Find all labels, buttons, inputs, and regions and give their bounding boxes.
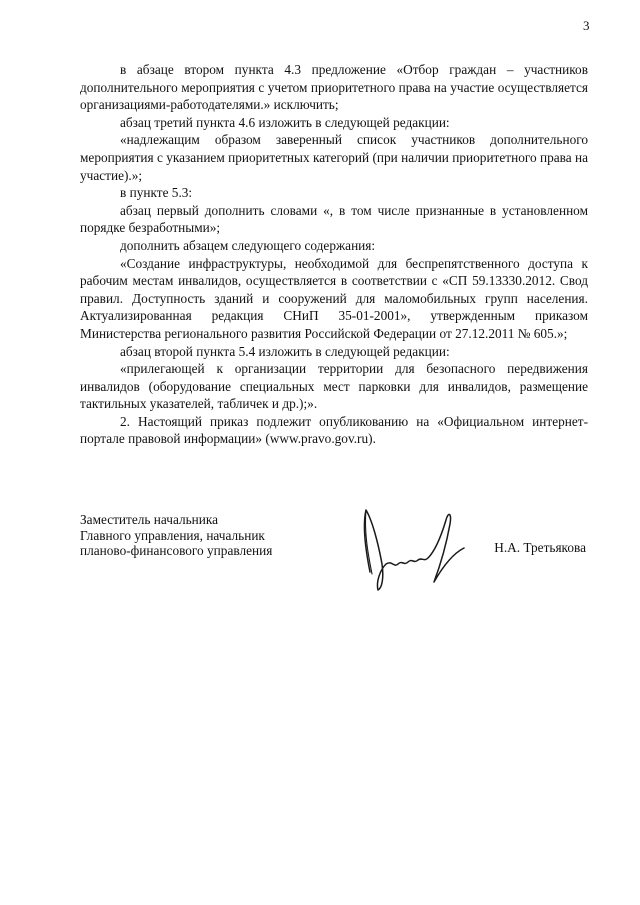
- paragraph: «Создание инфраструктуры, необходимой для беспрепятственного доступа к рабочим местам инвалидов, осуществляется в соответствии с «СП 59.13330.2012. Свод правил. Доступность зданий и сооружений для маломобильных групп населения. Актуализированная редакция СНиП 35-01-2001», утвержденным приказом Министерства регионального развития Российской Федерации от 27.12.2011 № 605.»;: [80, 255, 588, 341]
- paragraph: абзац первый дополнить словами «, в том числе признанные в установленном порядке безработными»;: [80, 202, 588, 236]
- paragraph: «прилегающей к организации территории для безопасного передвижения инвалидов (оборудование специальных мест парковки для инвалидов, размещение тактильных указателей, табличек и др.);».: [80, 361, 588, 412]
- signatory-position-line: планово-финансового управления: [80, 543, 273, 559]
- paragraph: 2. Настоящий приказ подлежит опубликованию на «Официальном интернет-портале правовой информации» (www.pravo.gov.ru).: [80, 413, 588, 447]
- signature-block: [80, 512, 588, 612]
- paragraph: в абзаце втором пункта 4.3 предложение «Отбор граждан – участников дополнительного мероприятия с учетом приоритетного права на участие осуществляется организациями-работодателями.» исключить;: [80, 62, 588, 113]
- signatory-position-line: Заместитель начальника: [80, 512, 219, 527]
- signatory-name: Н.А. Третьякова: [494, 540, 586, 555]
- signatory-position: [80, 512, 272, 559]
- paragraph: абзац третий пункта 4.6 изложить в следующей редакции:: [120, 114, 450, 130]
- page-number: 3: [583, 18, 590, 33]
- document-body: [80, 61, 588, 448]
- paragraph: «надлежащим образом заверенный список участников дополнительного мероприятия с указанием приоритетных категорий (при наличии приоритетного права на участие).»;: [80, 132, 588, 183]
- signatory-position-line: Главного управления, начальник: [80, 527, 265, 543]
- paragraph: дополнить абзацем следующего содержания:: [120, 237, 376, 253]
- paragraph: в пункте 5.3:: [120, 185, 193, 201]
- paragraph: абзац второй пункта 5.4 изложить в следующей редакции:: [120, 343, 450, 359]
- handwritten-signature: [342, 502, 492, 597]
